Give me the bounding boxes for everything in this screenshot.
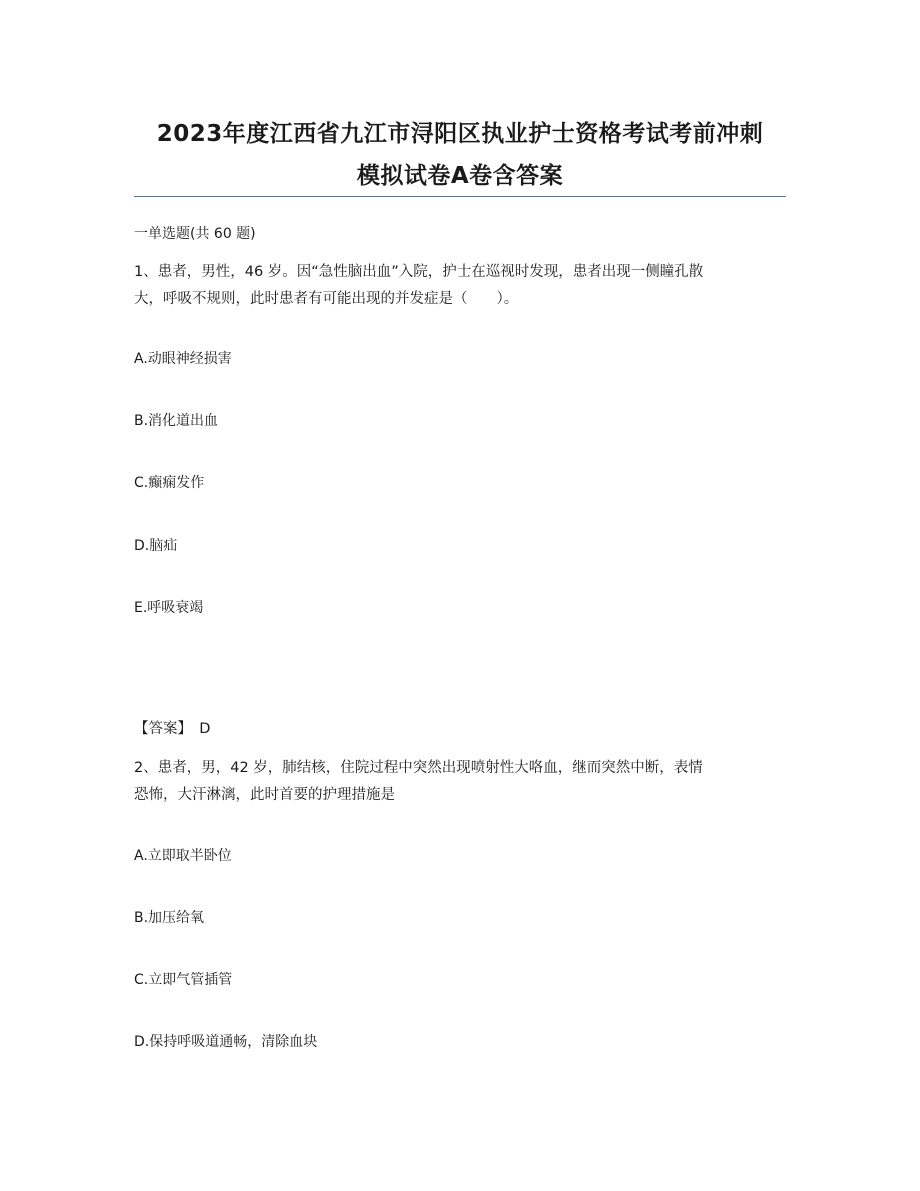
document-title-line1: 2023年度江西省九江市浔阳区执业护士资格考试考前冲刺 bbox=[156, 121, 764, 147]
question-1-text-line1: 1、患者，男性，46 岁。因“急性脑出血”入院，护士在巡视时发现，患者出现一侧瞳孔散 bbox=[134, 264, 704, 280]
question-2-option-b: B.加压给氧 bbox=[134, 910, 205, 926]
document-title-line2: 模拟试卷A卷含答案 bbox=[356, 163, 564, 189]
question-2-option-c: C.立即气管插管 bbox=[134, 972, 233, 988]
question-2-text-line1: 2、患者，男，42 岁，肺结核，住院过程中突然出现喷射性大咯血，继而突然中断，表情 bbox=[134, 760, 703, 776]
question-1-answer: 【答案】 D bbox=[134, 721, 211, 737]
question-1-text-line2: 大，呼吸不规则，此时患者有可能出现的并发症是（ ）。 bbox=[134, 291, 519, 307]
question-1-option-e: E.呼吸衰竭 bbox=[134, 600, 204, 616]
question-1-option-d: D.脑疝 bbox=[134, 538, 178, 554]
question-1-option-b: B.消化道出血 bbox=[134, 413, 219, 429]
question-2-option-d: D.保持呼吸道通畅，清除血块 bbox=[134, 1034, 318, 1050]
question-1-option-a: A.动眼神经损害 bbox=[134, 351, 232, 367]
question-2-option-a: A.立即取半卧位 bbox=[134, 848, 232, 864]
question-1-option-c: C.癫痫发作 bbox=[134, 475, 205, 491]
title-divider bbox=[134, 196, 786, 197]
section-label: 一单选题(共 60 题) bbox=[134, 226, 256, 242]
question-2-text-line2: 恐怖，大汗淋漓，此时首要的护理措施是 bbox=[134, 787, 395, 803]
